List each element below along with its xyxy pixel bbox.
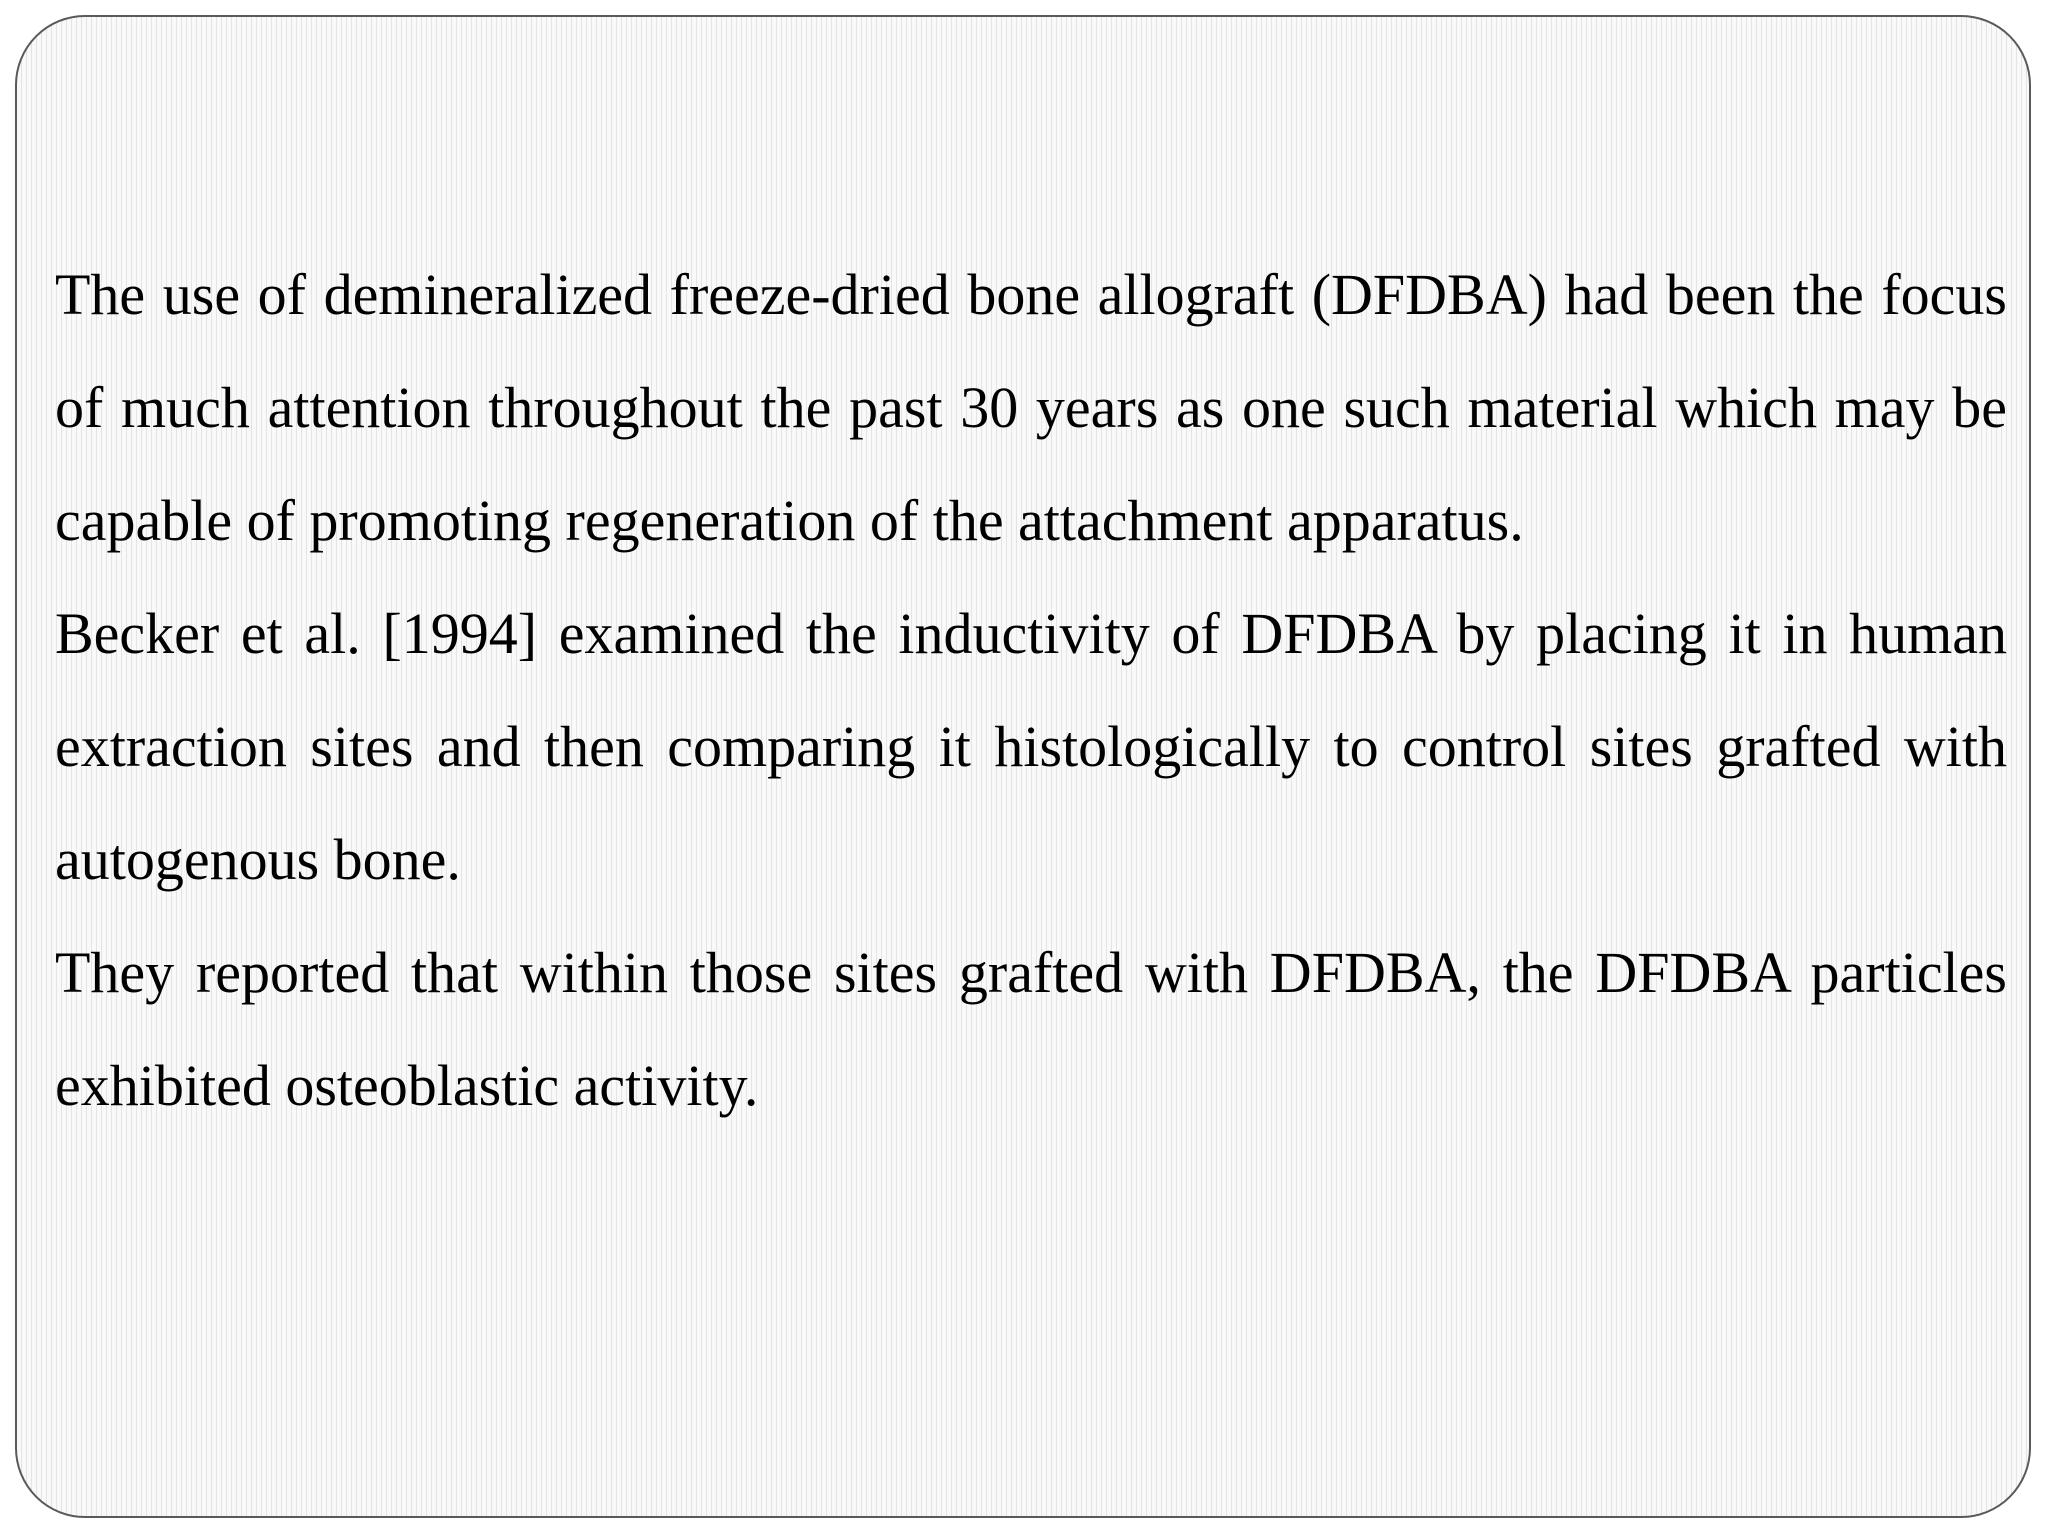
paragraph-becker-study: Becker et al. [1994] examined the inductivity of DFDBA by placing it in human extraction sites and then comparing it histologically to control sites grafted with autogenous bone. xyxy=(55,601,2007,892)
slide-body-text xyxy=(55,238,2007,1142)
paragraph-dfdba-focus: The use of demineralized freeze-dried bone allograft (DFDBA) had been the focus of much attention throughout the past 30 years as one such material which may be capable of promoting regeneration of the attachment apparatus. xyxy=(55,262,2007,553)
paragraph-osteoblastic-activity: They reported that within those sites grafted with DFDBA, the DFDBA particles exhibited osteoblastic activity. xyxy=(55,940,2007,1118)
